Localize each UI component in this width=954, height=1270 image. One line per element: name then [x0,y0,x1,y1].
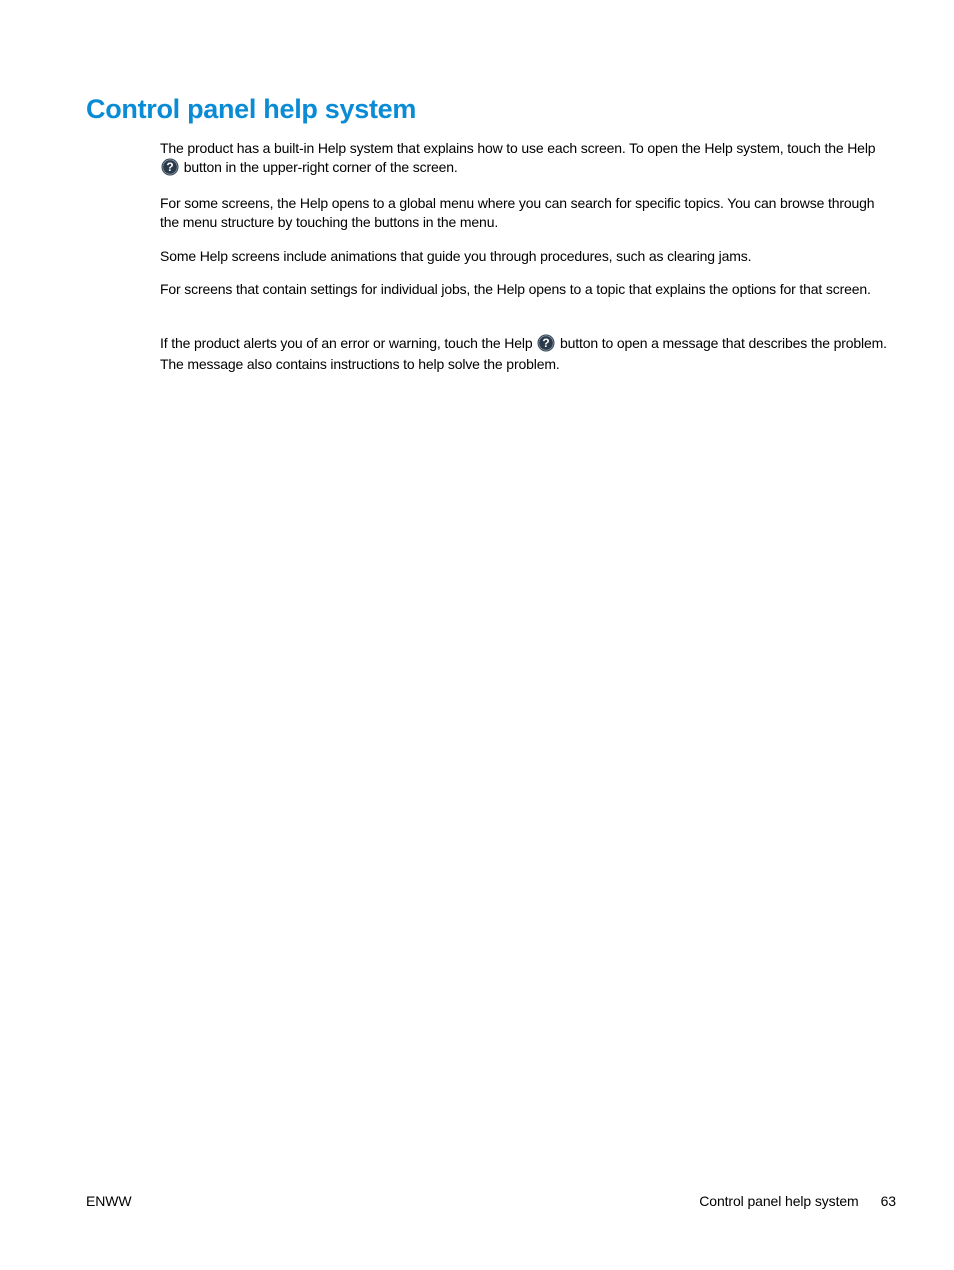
help-icon [537,334,555,352]
paragraph-text: Some Help screens include animations that guide you through procedures, such as clearing jams. [160,248,752,264]
page-title: Control panel help system [86,94,417,124]
paragraph-job-settings [160,280,890,299]
footer-section-title: Control panel help system [699,1193,859,1209]
page-number: 63 [880,1193,896,1209]
paragraph-text: For screens that contain settings for individual jobs, the Help opens to a topic that explains the options for that screen. [160,281,871,297]
paragraph-text: button to open a message that describes the problem. The message also contains instructions to help solve the problem. [160,335,887,372]
svg-text:?: ? [542,336,550,351]
footer-right [699,1192,896,1211]
paragraph-text: button in the upper-right corner of the screen. [180,159,458,175]
paragraph-text: The product has a built-in Help system that explains how to use each screen. To open the Help system, touch the Help [160,140,876,156]
help-icon [161,158,179,176]
paragraph-text: For some screens, the Help opens to a global menu where you can search for specific topics. You can browse through the menu structure by touching the buttons in the menu. [160,195,875,230]
paragraph-help-intro [160,139,890,177]
paragraph-text: If the product alerts you of an error or warning, touch the Help [160,335,537,351]
paragraph-global-menu [160,194,890,232]
paragraph-animations [160,247,890,266]
svg-text:?: ? [166,160,174,175]
footer-enww: ENWW [86,1193,132,1209]
paragraph-error-warning [160,333,890,375]
